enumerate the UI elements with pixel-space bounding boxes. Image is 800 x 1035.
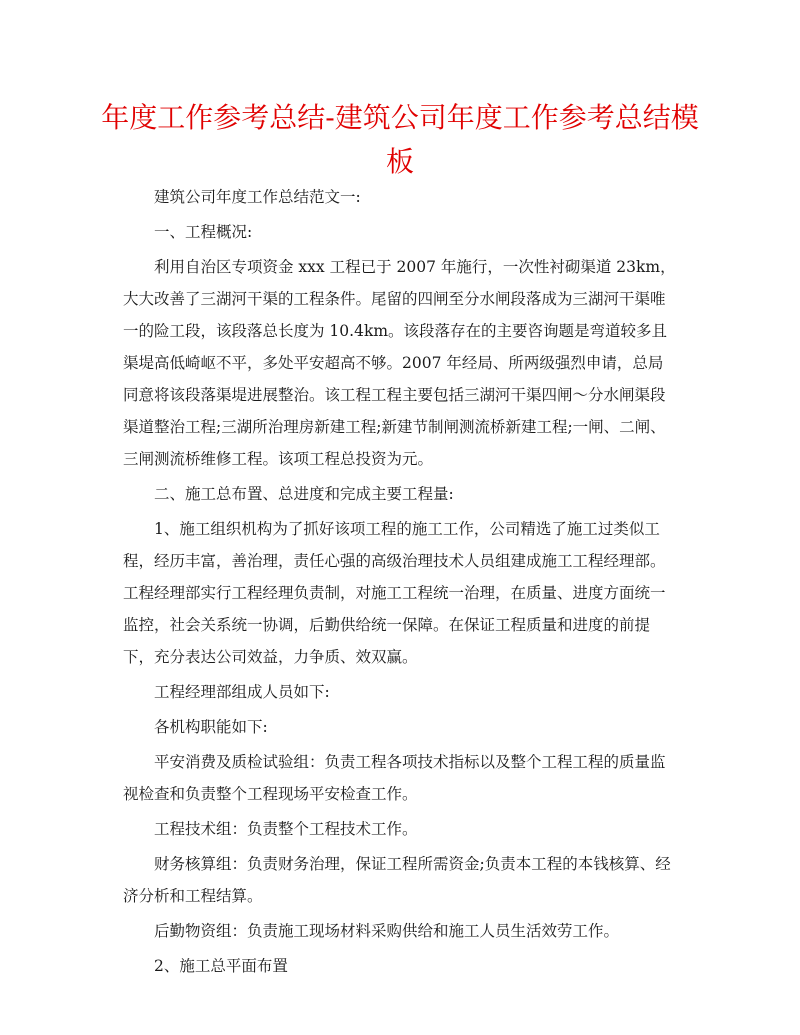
paragraph-10: 财务核算组：负责财务治理，保证工程所需资金;负责本工程的本钱核算、经济分析和工程结算。 (123, 855, 671, 905)
paragraph-8: 平安消费及质检试验组：负责工程各项技术指标以及整个工程工程的质量监视检查和负责整个工程现场平安检查工作。 (123, 753, 666, 803)
paragraph-9: 工程技术组：负责整个工程技术工作。 (154, 820, 418, 838)
paragraph-4: 二、施工总布置、总进度和完成主要工程量: (154, 485, 454, 503)
paragraph-6: 工程经理部组成人员如下: (154, 683, 330, 701)
paragraph-7: 各机构职能如下: (154, 718, 268, 736)
paragraph-3: 利用自治区专项资金 xxx 工程已于 2007 年施行，一次性衬砌渠道 23km，大大改善了三湖河干渠的工程条件。尾留的四闸至分水闸段落成为三湖河干渠唯一的险工段，该段落总长度为 10.4km。该段落存在的主要咨询题是弯道较多且渠堤高低崎岖不平，多处平安超高不够。2007 年经局、所两级强烈申请，总局同意将该段落渠堤进展整治。该工程工程主要包括三湖河干渠四闸～分水闸渠段渠道整治工程;三湖所治理房新建工程;新建节制闸测流桥新建工程;一闸、二闸、三闸测流桥维修工程。该项工程总投资为元。 (123, 258, 676, 468)
paragraph-1: 建筑公司年度工作总结范文一: (154, 188, 361, 206)
paragraph-11: 后勤物资组：负责施工现场材料采购供给和施工人员生活效劳工作。 (154, 922, 620, 940)
paragraph-2: 一、工程概况: (154, 223, 253, 241)
document-body (123, 181, 678, 982)
document-title: 年度工作参考总结-建筑公司年度工作参考总结模板 (101, 101, 699, 178)
paragraph-5: 1、施工组织机构为了抓好该项工程的施工工作，公司精选了施工过类似工程，经历丰富，善治理，责任心强的高级治理技术人员组建成施工工程经理部。工程经理部实行工程经理负责制，对施工工程统一治理，在质量、进度方面统一监控，社会关系统一协调，后勤供给统一保障。在保证工程质量和进度的前提下，充分表达公司效益，力争质、效双赢。 (123, 520, 666, 666)
paragraph-12: 2、施工总平面布置 (154, 957, 288, 975)
